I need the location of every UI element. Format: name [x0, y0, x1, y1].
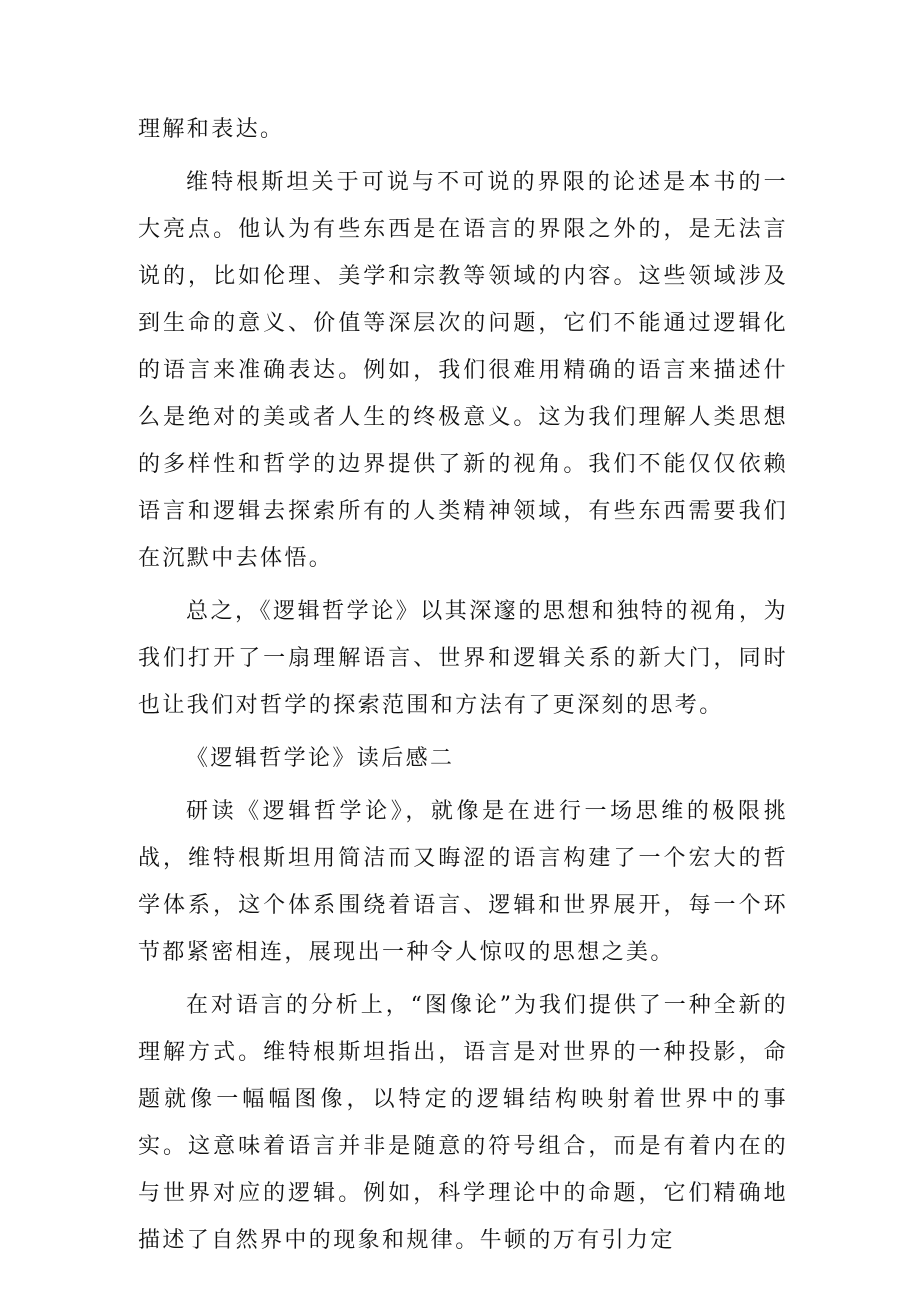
paragraph-intro-two: 研读《逻辑哲学论》，就像是在进行一场思维的极限挑战，维特根斯坦用简洁而又晦涩的语言构建了一个宏大的哲学体系，这个体系围绕着语言、逻辑和世界展开，每一个环节都紧密相连，展现出一种令人惊叹的思想之美。: [138, 799, 788, 965]
document-body: [138, 106, 788, 1270]
paragraph-conclusion: 总之，《逻辑哲学论》以其深邃的思想和独特的视角，为我们打开了一扇理解语言、世界和逻辑关系的新大门，同时也让我们对哲学的探索范围和方法有了更深刻的思考。: [138, 599, 788, 718]
paragraph-say-unsayable: 维特根斯坦关于可说与不可说的界限的论述是本书的一大亮点。他认为有些东西是在语言的界限之外的，是无法言说的，比如伦理、美学和宗教等领域的内容。这些领域涉及到生命的意义、价值等深层次的问题，它们不能通过逻辑化的语言来准确表达。例如，我们很难用精确的语言来描述什么是绝对的美或者人生的终极意义。这为我们理解人类思想的多样性和哲学的边界提供了新的视角。我们不能仅仅依赖语言和逻辑去探索所有的人类精神领域，有些东西需要我们在沉默中去体悟。: [138, 170, 788, 571]
paragraph-picture-theory: 在对语言的分析上，“图像论”为我们提供了一种全新的理解方式。维特根斯坦指出，语言是对世界的一种投影，命题就像一幅幅图像，以特定的逻辑结构映射着世界中的事实。这意味着语言并非是随意的符号组合，而是有着内在的与世界对应的逻辑。例如，科学理论中的命题，它们精确地描述了自然界中的现象和规律。牛顿的万有引力定: [138, 993, 788, 1253]
paragraph-continuation: 理解和表达。: [138, 117, 285, 142]
section-heading: 《逻辑哲学论》读后感二: [186, 746, 455, 771]
